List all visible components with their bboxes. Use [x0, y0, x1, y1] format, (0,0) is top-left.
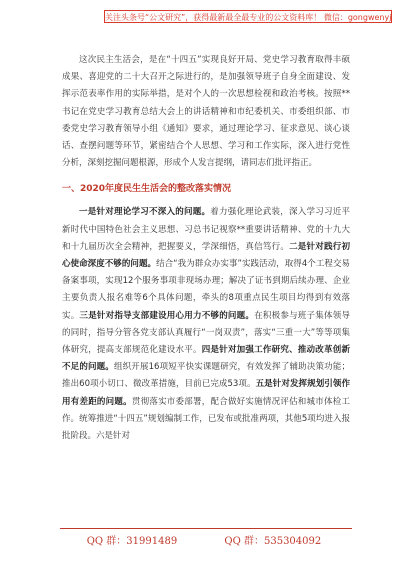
section-heading: 一、2020年度民生生活会的整改落实情况: [62, 184, 232, 195]
issue-detail-text: 组织开展16项短平快实课题研究，有效发挥了辅助决策功能；推出60项小切口、微改革措施，目前已完成53项。: [62, 362, 350, 390]
footer: [0, 532, 408, 547]
issue-heading-text: 三是针对指导支部建设用心用力不够的问题。: [79, 310, 255, 321]
issue-heading-text: 一是针对理论学习不深入的问题。: [79, 207, 211, 218]
document-body: [62, 52, 350, 445]
issue-detail-text: 贯彻落实市委部署，配合做好实施情况评估和城市体检工作。统筹推进“十四五”规划编制工作，已发布或批准两项，其他5项均进入报批阶段。六是针对: [62, 396, 350, 442]
rectification-paragraph: [62, 204, 350, 445]
footer-qq-group-1: QQ 群：31991489: [86, 536, 178, 547]
issue-heading-text: 五是针对发挥规划引领作用有差距的问题。: [62, 379, 350, 407]
issue-heading-text: 二是针对践行初心使命深度不够的问题。: [62, 241, 350, 270]
intro-paragraph: 这次民主生活会，是在“十四五”实现良好开局、党史学习教育取得丰硕成果、喜迎党的二十大召开之际进行的，是加强领导班子自身全面建设、发挥示范表率作用的实际举措，是对个人的一次思想检视和政治考核。按照**书记在党史学习教育总结大会上的讲话精神和市纪委机关、市委组织部、市委党史学习教育领导小组《通知》要求，通过理论学习、征求意见、谈心谈话、查摆问题等环节，紧密结合个人思想、学习和工作实际，深入进行党性分析，深刻挖掘问题根源，形成个人发言提纲，请同志们批评指正。: [62, 55, 350, 169]
issue-detail-text: 在积极参与班子集体领导的同时，指导分管各党支部认真履行“一岗双责”，落实“三重一大”等等项集体研究，提高支部规范化建设水平。: [62, 310, 350, 356]
top-banner: 关注头条号“公文研究”，获得最新最全最专业的公文资料库！ 微信：gongwenyj: [104, 10, 392, 23]
footer-qq-group-2: QQ 群：535304092: [224, 536, 322, 547]
footer-divider: [60, 528, 352, 529]
issue-detail-text: 着力强化理论武装，深入学习习近平新时代中国特色社会主义思想、习总书记视察**重要讲话精神、党的十九大和十九届历次全会精神，把握要义，学深细悟，真信笃行。: [62, 207, 350, 252]
issue-heading-text: 四是针对加强工作研究、推动改革创新不足的问题。: [62, 345, 350, 373]
issue-detail-text: 结合“我为群众办实事”实践活动，取得4个工程交易备案事项，实现12个服务事项非现场办理；解决了证书到期后续办理、企业主要负责人报名难等6个具体问题，牵头的8项重点民生项目均得到有效落实。: [62, 259, 350, 321]
